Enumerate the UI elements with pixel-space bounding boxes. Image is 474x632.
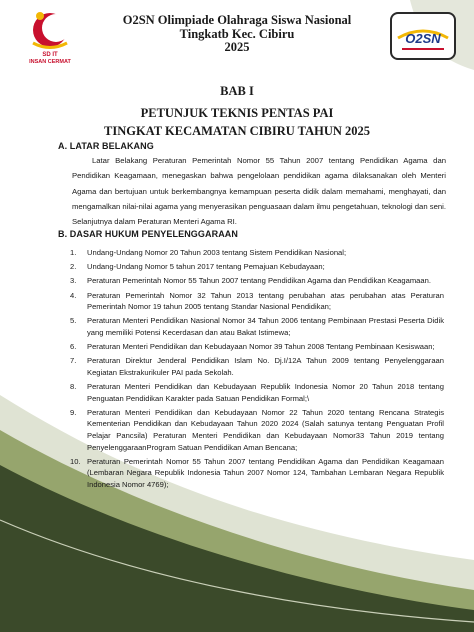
list-item-number: 3. bbox=[70, 276, 77, 286]
list-item-number: 4. bbox=[70, 290, 77, 300]
list-item-text: Peraturan Menteri Pendidikan dan Kebudayaan Nomor 39 Tahun 2008 Tentang Pembinaan Kesiswaan; bbox=[87, 342, 435, 352]
list-item-number: 2. bbox=[70, 262, 77, 272]
header-year: 2025 bbox=[224, 40, 250, 54]
school-logo bbox=[18, 8, 82, 70]
chapter-subtitle-1: PETUNJUK TEKNIS PENTAS PAI bbox=[140, 106, 334, 120]
list-item-text: Peraturan Pemerintah Nomor 55 Tahun 2007 tentang Pendidikan Agama dan Pendidikan Keagamaan (Lembaran Negara Republik Indonesia Tahun 2007 Nomor 124, Tambahan Lembaran Negara Republik Indonesia Nomor 4769); bbox=[87, 456, 444, 490]
list-item bbox=[70, 355, 444, 378]
list-item-text: Undang-Undang Nomor 5 tahun 2017 tentang Pemajuan Kebudayaan; bbox=[87, 262, 325, 272]
section-a-heading: A. LATAR BELAKANG bbox=[58, 141, 154, 151]
list-item bbox=[70, 315, 444, 338]
list-item bbox=[70, 341, 444, 353]
list-item-text: Peraturan Pemerintah Nomor 32 Tahun 2013 tentang perubahan atas perubahan atas Peraturan Pemerintah Nomor 19 tahun 2005 tentang Standar Nasional Pendidikan; bbox=[87, 290, 444, 312]
document-header bbox=[92, 14, 382, 55]
chapter-subtitle-2: TINGKAT KECAMATAN CIBIRU TAHUN 2025 bbox=[104, 124, 370, 138]
list-item-number: 7. bbox=[70, 356, 77, 366]
list-item-text: Peraturan Menteri Pendidikan dan Kebudayaan Republik Indonesia Nomor 20 Tahun 2018 tentang Penguatan Pendidikan Karakter pada Satuan Pendidikan Formal;\ bbox=[87, 382, 444, 403]
list-item-number: 8. bbox=[70, 382, 77, 392]
list-item bbox=[70, 407, 444, 453]
chapter-title: BAB I bbox=[220, 84, 254, 98]
list-item bbox=[70, 290, 444, 313]
school-logo-icon bbox=[18, 8, 82, 54]
list-item bbox=[70, 456, 444, 491]
header-subtitle: Tingkatb Kec. Cibiru bbox=[179, 26, 295, 41]
school-logo-label: SD IT bbox=[42, 52, 58, 58]
list-item-text: Peraturan Menteri Pendidikan dan Kebudayaan Nomor 22 Tahun 2020 tentang Rencana Strategis Kementerian Pendidikan dan Kebudayaan Tahun 2020 2024 (Salah satunya tentang Penguatan Profil Pelajar Pancsila) Peraturan Menteri Pendidikan dan Kebudayaan Nomor33 Tahun 2019 tentang PenyelenggaraanProgram Satuan Pendidikan Aman Bencana; bbox=[87, 407, 444, 452]
list-item bbox=[70, 261, 444, 273]
list-item-text: Peraturan Direktur Jenderal Pendidikan Islam No. Dj.I/12A Tahun 2009 tentang Penyelenggaraan Kegiatan Ekstrakurikuler PAI pada Sekolah. bbox=[87, 356, 444, 377]
list-item-number: 5. bbox=[70, 316, 77, 326]
school-logo-sublabel: INSAN CERMAT bbox=[29, 59, 71, 65]
list-item bbox=[70, 381, 444, 404]
legal-basis-list bbox=[70, 247, 444, 493]
o2sn-logo-text: O2SN bbox=[405, 31, 441, 46]
header-title: O2SN Olimpiade Olahraga Siswa Nasional bbox=[122, 13, 352, 27]
list-item bbox=[70, 275, 444, 287]
list-item-text: Peraturan Pemerintah Nomor 55 Tahun 2007 tentang Pendidikan Agama dan Pendidikan Keagamaan. bbox=[87, 276, 431, 286]
o2sn-logo-icon bbox=[390, 12, 456, 60]
list-item bbox=[70, 247, 444, 259]
list-item-text: Undang-Undang Nomor 20 Tahun 2003 tentang Sistem Pendidikan Nasional; bbox=[87, 248, 347, 257]
list-item-number: 9. bbox=[70, 407, 77, 417]
list-item-number: 10. bbox=[70, 456, 81, 466]
list-item-text: Peraturan Menteri Pendidikan Nasional Nomor 34 Tahun 2006 tentang Pembinaan Prestasi Peserta Didik yang memiliki Potensi Kecerdasan dan atau Bakat Istimewa; bbox=[87, 316, 444, 337]
section-b-heading: B. DASAR HUKUM PENYELENGGARAAN bbox=[58, 229, 239, 239]
list-item-number: 6. bbox=[70, 342, 77, 352]
section-a-paragraph: Latar Belakang Peraturan Pemerintah Nomor 55 Tahun 2007 tentang Pendidikan Agama dan Pendidikan Keagamaan, menegaskan bahwa pengelolaan pendidikan agama dilaksanakan oleh Menteri Agama dan bertujuan untuk berkembangnya kemampuan peserta didik dalam memahami, menghayati, dan mengamalkan nilai-nilai agama yang menyerasikan penguasaan dalam ilmu pengetahuan, teknologi dan seni. Selanjutnya dalam Peraturan Menteri Agama RI. bbox=[72, 156, 446, 227]
list-item-number: 1. bbox=[70, 248, 77, 257]
